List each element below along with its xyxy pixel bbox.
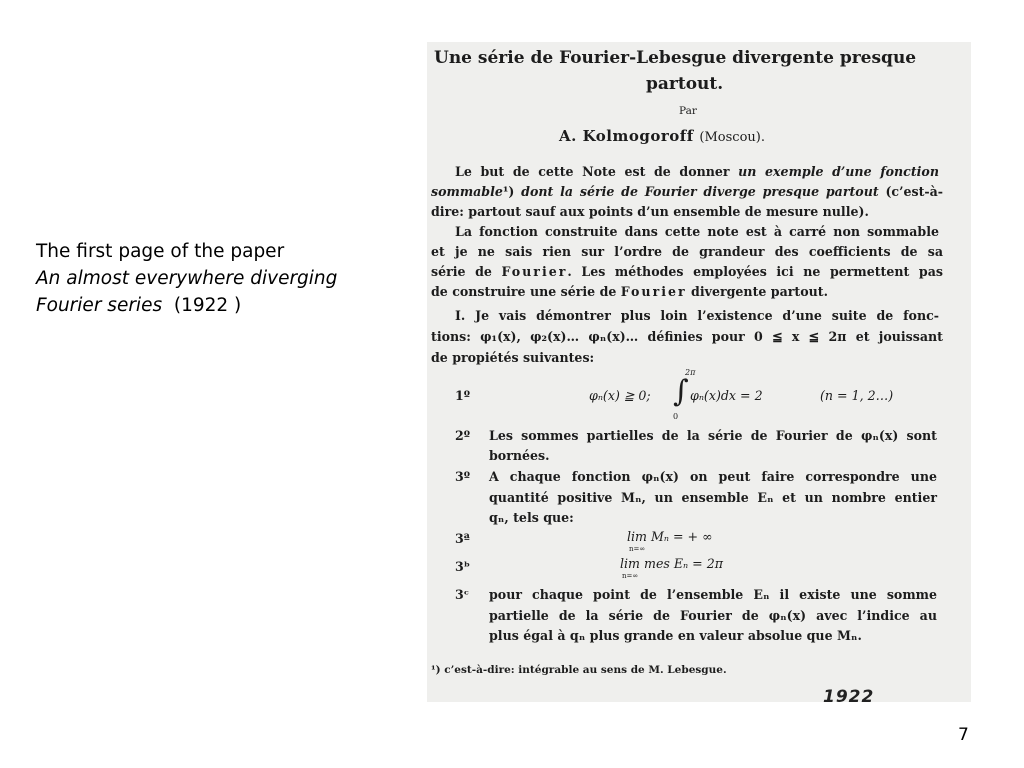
item1-integral-top: 2π bbox=[685, 368, 696, 377]
item1-integral-bottom: 0 bbox=[673, 412, 679, 421]
p2-line-1: La fonction construite dans cette note est à carré non sommable bbox=[455, 224, 939, 239]
p2-l3c: . Les méthodes employées ici ne permettent pas bbox=[567, 264, 943, 279]
p1-l2a: sommable bbox=[431, 184, 503, 199]
p1-l2b: ¹) bbox=[502, 184, 522, 199]
item3b-number: 3ᵇ bbox=[455, 559, 471, 574]
item3c-line-3: plus égal à qₙ plus grande en valeur absolue que Mₙ. bbox=[489, 628, 862, 643]
slide-caption bbox=[36, 238, 396, 319]
p2-line-3 bbox=[431, 264, 943, 279]
p3-line-3: de propiétés suivantes: bbox=[431, 350, 595, 365]
item3b-formula: lim mes Eₙ = 2π bbox=[620, 556, 724, 571]
paper-par: Par bbox=[679, 105, 697, 117]
p2-l4a: de construire une série de bbox=[431, 284, 621, 299]
paper-city: (Moscou). bbox=[699, 130, 765, 145]
p1-l2d: (c’est-à- bbox=[878, 184, 943, 199]
paper-scan bbox=[427, 42, 971, 702]
p2-line-4 bbox=[431, 284, 943, 299]
caption-title-part-b: lmost everywhere diverging bbox=[77, 268, 338, 289]
item3c-number: 3ᶜ bbox=[455, 587, 470, 602]
item3a-formula: lim Mₙ = + ∞ bbox=[627, 529, 713, 544]
item3a-subscript: n=∞ bbox=[629, 545, 646, 553]
p1-line-1 bbox=[455, 164, 939, 179]
p2-l3a: série de bbox=[431, 264, 502, 279]
p1-line-3: dire: partout sauf aux points d’un ensemble de mesure nulle). bbox=[431, 204, 869, 219]
item3-line-3: qₙ, tels que: bbox=[489, 510, 574, 525]
paper-author: A. Kolmogoroff bbox=[559, 127, 694, 145]
item3c-line-2: partielle de la série de Fourier de φₙ(x) avec l’indice au bbox=[489, 608, 937, 623]
p2-l3b: Fourier bbox=[501, 264, 568, 279]
p1-line-2 bbox=[431, 184, 943, 199]
handwritten-year: 1922 bbox=[823, 687, 875, 702]
caption-title bbox=[36, 265, 396, 292]
caption-line-1: The first page of the paper bbox=[36, 241, 285, 262]
caption-year: (1922 ) bbox=[173, 295, 242, 316]
item3-number: 3º bbox=[455, 469, 471, 484]
page-number: 7 bbox=[958, 725, 969, 745]
item1-integral-sign: ∫ bbox=[673, 374, 689, 409]
item2-line-2: bornées. bbox=[489, 448, 550, 463]
paper-title-line-1: Une série de Fourier-Lebesgue divergente presque bbox=[434, 48, 917, 68]
caption-title-line-3 bbox=[36, 292, 396, 319]
item1-formula-2: φₙ(x)dx = 2 bbox=[690, 388, 763, 403]
item3a-number: 3ª bbox=[455, 531, 470, 546]
paper-footnote: ¹) c’est-à-dire: intégrable au sens de M. Lebesgue. bbox=[431, 664, 727, 676]
item3-line-1: A chaque fonction φₙ(x) on peut faire correspondre une bbox=[489, 469, 937, 484]
item3b-subscript: n=∞ bbox=[622, 572, 639, 580]
caption-title-part-a: An a bbox=[36, 268, 78, 289]
paper-title-line-2: partout. bbox=[646, 74, 724, 94]
p3-line-2: tions: φ₁(x), φ₂(x)… φₙ(x)… définies pour 0 ≦ x ≦ 2π et jouissant bbox=[431, 329, 943, 344]
paper-author-line bbox=[559, 127, 765, 145]
p2-line-2: et je ne sais rien sur l’ordre de grandeur des coefficients de sa bbox=[431, 244, 943, 259]
p1-l2c: dont la série de Fourier diverge presque partout bbox=[521, 184, 879, 199]
p3-line-1: I. Je vais démontrer plus loin l’existence d’une suite de fonc- bbox=[455, 308, 939, 323]
item1-formula-3: (n = 1, 2…) bbox=[820, 388, 894, 403]
p1-l1b: un exemple d’une fonction bbox=[738, 164, 939, 179]
item1-number: 1º bbox=[455, 388, 471, 403]
item2-number: 2º bbox=[455, 428, 471, 443]
p1-l1a: Le but de cette Note est de donner bbox=[455, 164, 739, 179]
item3-line-2: quantité positive Mₙ, un ensemble Eₙ et un nombre entier bbox=[489, 490, 937, 505]
p2-l4b: Fourier bbox=[620, 284, 687, 299]
p2-l4c: divergente partout. bbox=[686, 284, 828, 299]
item3c-line-1: pour chaque point de l’ensemble Eₙ il existe une somme bbox=[489, 587, 937, 602]
item1-formula-1: φₙ(x) ≧ 0; bbox=[589, 388, 651, 403]
item2-line-1: Les sommes partielles de la série de Fourier de φₙ(x) sont bbox=[489, 428, 937, 443]
caption-title-part-c: Fourier series bbox=[36, 295, 163, 316]
